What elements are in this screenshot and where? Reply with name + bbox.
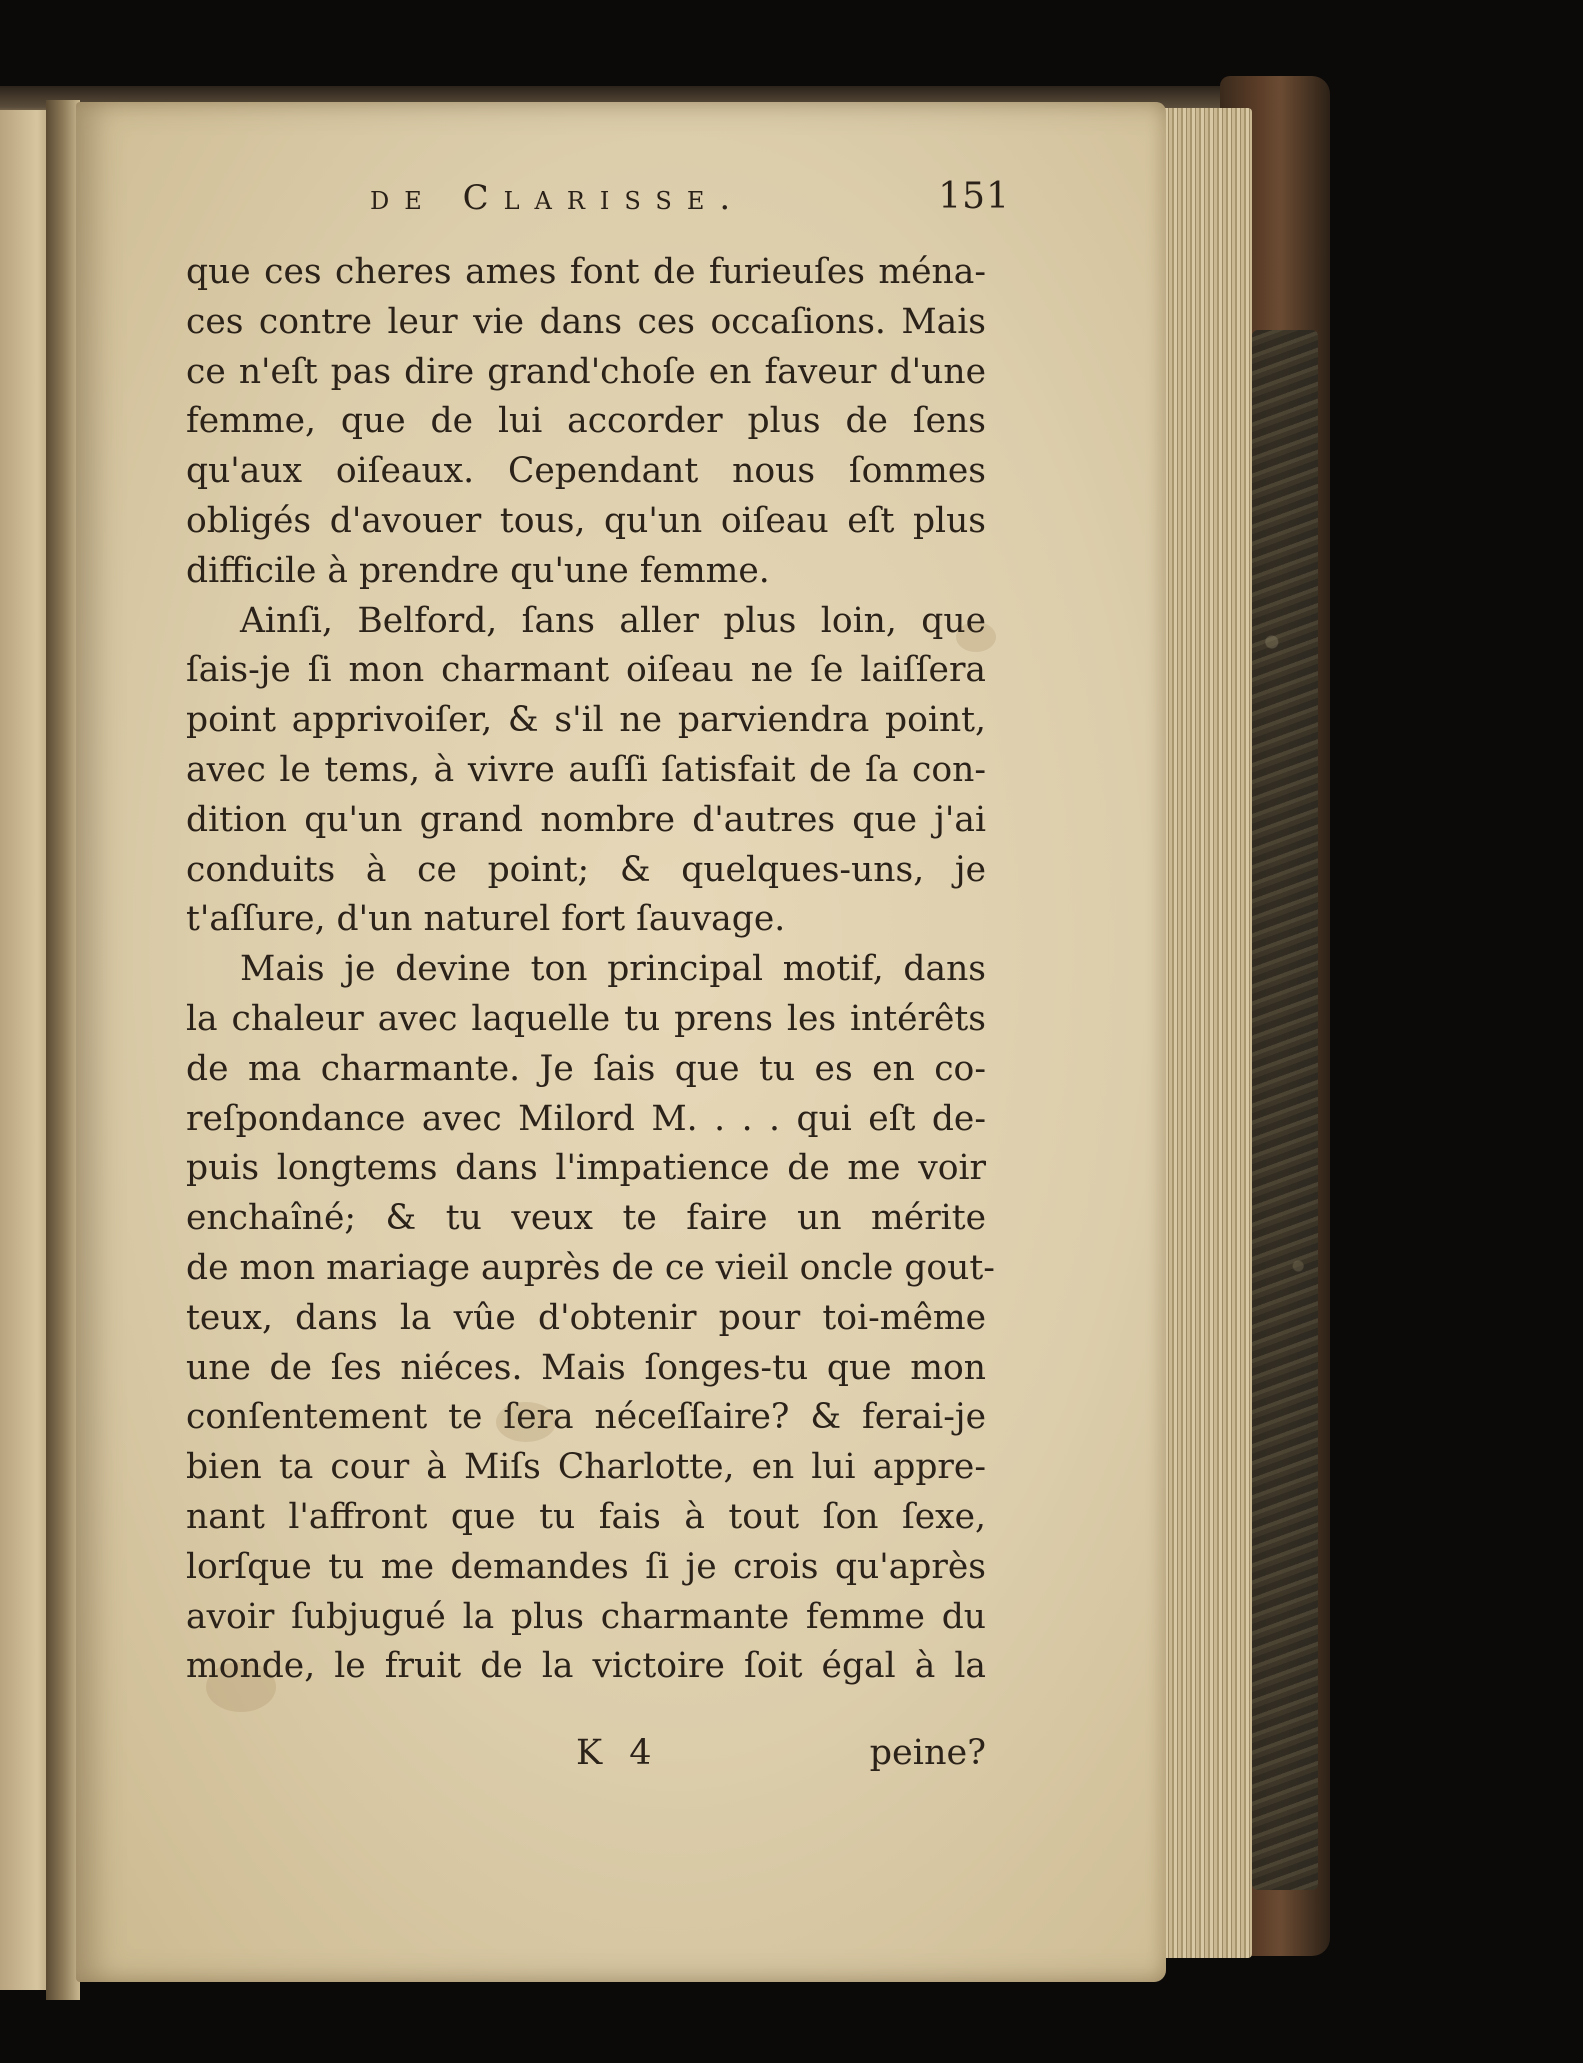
text-line: ſais-je ſi mon charmant oiſeau ne ſe laiſſera xyxy=(186,650,986,691)
text-line: lorſque tu me demandes ſi je crois qu'après xyxy=(186,1546,986,1587)
text-line: nant l'affront que tu fais à tout ſon ſexe, xyxy=(186,1496,986,1537)
text-line: teux, dans la vûe d'obtenir pour toi-même xyxy=(186,1297,986,1338)
body-text xyxy=(186,248,995,1692)
text-line: obligés d'avouer tous, qu'un oiſeau eſt plus xyxy=(186,500,986,541)
text-line: que ces cheres ames font de furieuſes ména- xyxy=(186,252,986,292)
text-line: qu'aux oiſeaux. Cependant nous ſommes xyxy=(186,451,986,492)
text-line: femme, que de lui accorder plus de ſens xyxy=(186,401,986,442)
signature-mark: K 4 xyxy=(576,1733,660,1773)
text-line: de ma charmante. Je ſais que tu es en co- xyxy=(186,1048,986,1089)
page-header xyxy=(370,178,1010,230)
cover-marbling xyxy=(1252,330,1318,1890)
page-footer xyxy=(186,1733,986,1787)
text-line: t'aſſure, d'un naturel fort ſauvage. xyxy=(186,899,786,940)
text-line: avec le tems, à vivre auſſi ſatisfait de ſa con- xyxy=(186,749,986,790)
text-line: dition qu'un grand nombre d'autres que j'ai xyxy=(186,799,986,840)
running-title: de Clarisse. xyxy=(370,178,746,218)
text-line: difficile à prendre qu'une femme. xyxy=(186,550,770,591)
text-line: une de ſes niéces. Mais ſonges-tu que mon xyxy=(186,1347,986,1388)
catchword: peine? xyxy=(869,1733,986,1773)
text-line: bien ta cour à Miſs Charlotte, en lui appre- xyxy=(186,1447,986,1488)
text-line: ce n'eſt pas dire grand'choſe en faveur d'une xyxy=(186,351,986,392)
text-line: monde, le fruit de la victoire ſoit égal à la xyxy=(186,1646,986,1687)
text-line: avoir ſubjugué la plus charmante femme du xyxy=(186,1596,986,1637)
text-line: reſpondance avec Milord M. . . . qui eſt de- xyxy=(186,1098,986,1139)
text-line: conduits à ce point; & quelques-uns, je xyxy=(186,849,986,890)
paragraph-first-line: Mais je devine ton principal motif, dans xyxy=(240,949,986,990)
text-line: ces contre leur vie dans ces occaſions. Mais xyxy=(186,301,986,342)
text-line: point apprivoiſer, & s'il ne parviendra point, xyxy=(186,700,986,741)
page-block-edges xyxy=(1160,108,1252,1958)
page-number: 151 xyxy=(938,176,1010,217)
paragraph-first-line: Ainſi, Belford, ſans aller plus loin, que xyxy=(240,600,986,641)
text-line: de mon mariage auprès de ce vieil oncle gout- xyxy=(186,1247,995,1288)
book-gutter xyxy=(46,100,80,2000)
text-line: la chaleur avec laquelle tu prens les intérêts xyxy=(186,998,986,1039)
text-line: conſentement te ſera néceſſaire? & ferai-je xyxy=(186,1397,986,1438)
text-line: enchaîné; & tu veux te faire un mérite xyxy=(186,1198,986,1239)
text-line: puis longtems dans l'impatience de me voir xyxy=(186,1148,986,1189)
